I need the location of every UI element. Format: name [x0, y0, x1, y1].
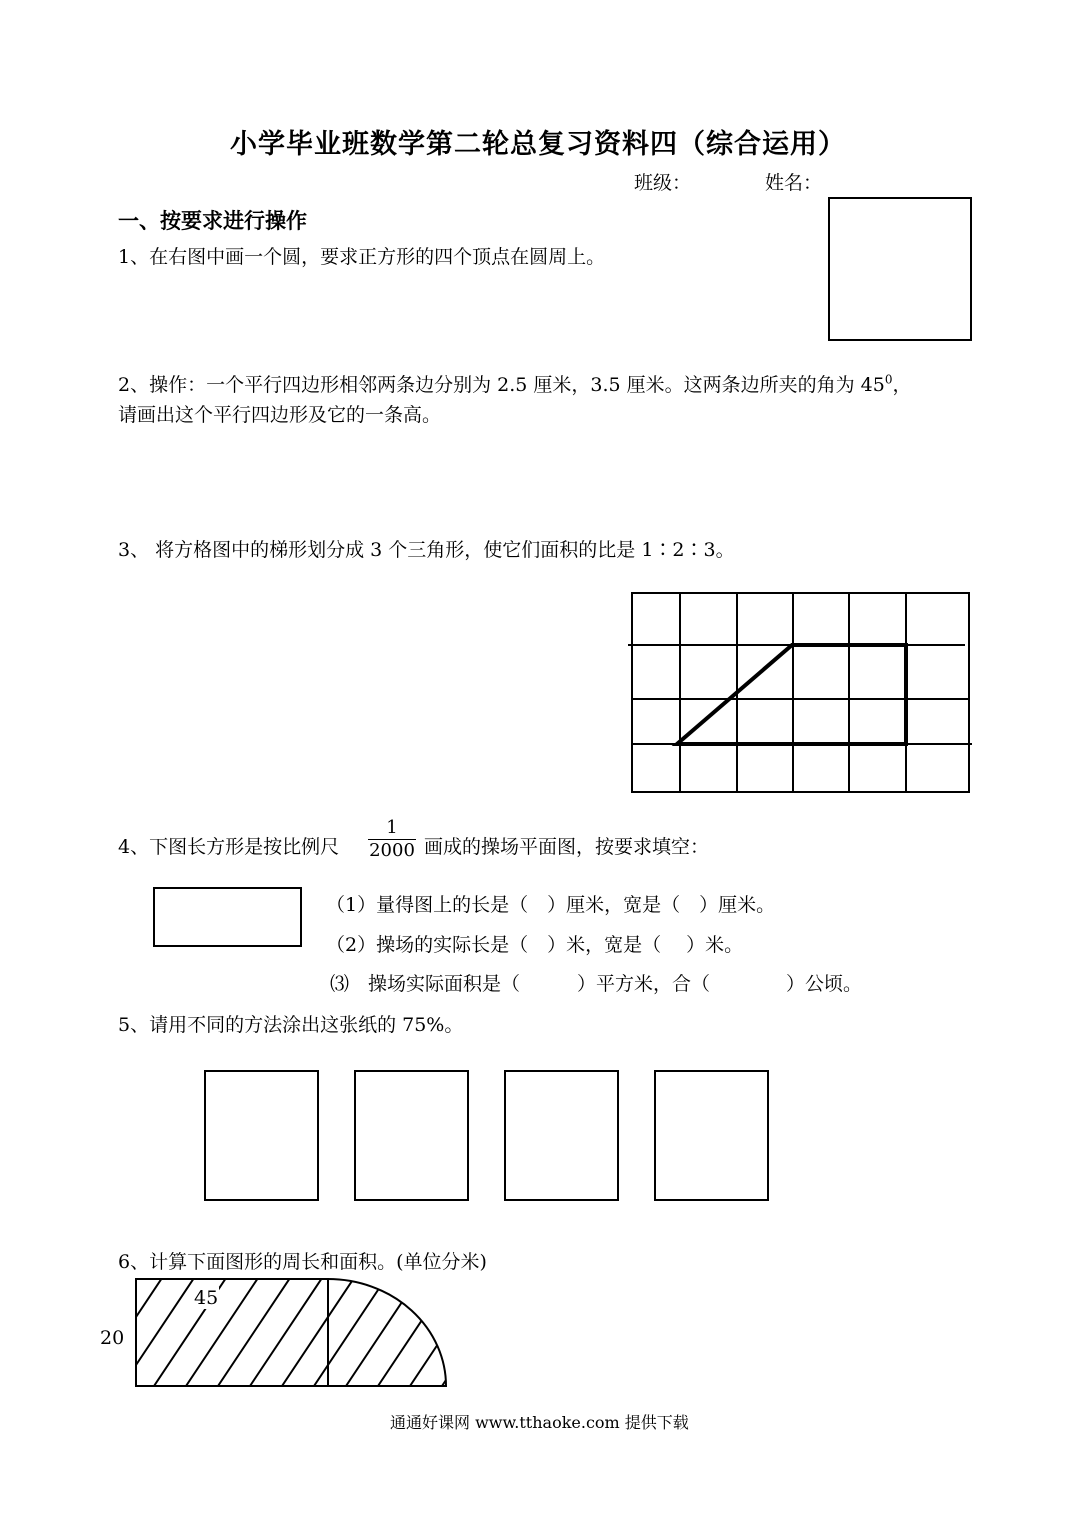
- question-6: 6、计算下面图形的周长和面积。(单位分米): [118, 1251, 487, 1273]
- hatch-line: [314, 1270, 394, 1386]
- hatch-line: [218, 1270, 298, 1386]
- footer-text: 通通好课网 www.tthaoke.com 提供下载: [390, 1413, 689, 1432]
- class-label: 班级：: [634, 172, 692, 194]
- question-4-item-1: （1）量得图上的长是（ ）厘米，宽是（ ）厘米。: [326, 894, 776, 916]
- paper-box-3: [504, 1070, 619, 1201]
- name-label: 姓名：: [765, 172, 823, 194]
- question-4-after: 画成的操场平面图，按要求填空：: [424, 836, 710, 858]
- question-1: 1、在右图中画一个圆，要求正方形的四个顶点在圆周上。: [118, 246, 606, 268]
- field-rectangle: [153, 887, 302, 947]
- question-4-item-3: ⑶ 操场实际面积是（ ）平方米，合（ ）公顷。: [330, 973, 863, 995]
- degree-superscript: 0: [884, 372, 893, 387]
- paper-box-2: [354, 1070, 469, 1201]
- grid-figure: [620, 588, 980, 800]
- section-heading: 一、按要求进行操作: [118, 208, 307, 233]
- question-2-comma: ，: [892, 374, 912, 396]
- question-4-item-2: （2）操场的实际长是（ ）米，宽是（ ）米。: [326, 934, 744, 956]
- question-4-before: 4、下图长方形是按比例尺: [118, 836, 340, 858]
- question-5: 5、请用不同的方法涂出这张纸的 75%。: [118, 1014, 464, 1036]
- question-2-line1: [118, 370, 912, 397]
- fraction-numerator: 1: [386, 817, 398, 838]
- square-figure: [828, 197, 972, 341]
- composite-figure: [130, 1270, 460, 1395]
- height-label: 20: [100, 1327, 125, 1349]
- paper-box-4: [654, 1070, 769, 1201]
- paper-box-1: [204, 1070, 319, 1201]
- fraction-denominator: 2000: [369, 840, 415, 861]
- question-3: 3、 将方格图中的梯形划分成 3 个三角形，使它们面积的比是 1∶2∶3。: [118, 539, 735, 561]
- hatch-line: [250, 1270, 330, 1386]
- hatch-line: [282, 1270, 362, 1386]
- hatch-line: [346, 1270, 426, 1386]
- trapezoid: [677, 645, 906, 744]
- grid-border: [632, 593, 969, 792]
- hatch-line: [378, 1270, 458, 1386]
- length-label: 45: [194, 1287, 219, 1309]
- page-title: 小学毕业班数学第二轮总复习资料四（综合运用）: [230, 129, 846, 160]
- question-2-text: 2、操作：一个平行四边形相邻两条边分别为 2.5 厘米，3.5 厘米。这两条边所夹的角为 45: [118, 374, 885, 396]
- question-2-line2: 请画出这个平行四边形及它的一条高。: [118, 404, 442, 426]
- scale-fraction: [368, 819, 416, 860]
